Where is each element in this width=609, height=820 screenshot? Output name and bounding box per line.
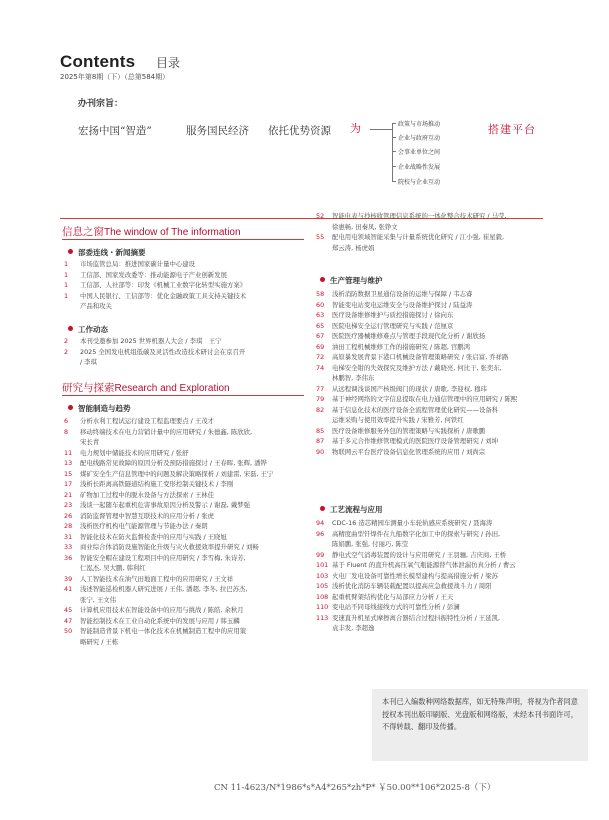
aim-label: 办刊宗旨： [78,99,124,109]
subsection-smart [68,403,131,414]
toc-page-number: 108 [316,592,329,601]
toc-title: 陈娟鹏, 张强, 付丽巧, 陈莹 [332,540,409,548]
toc-title: 医院电梯安全运行管理研究与实践 / 范厘京 [332,321,454,330]
toc-page-number: 13 [64,459,73,467]
contents-title: Contents [60,52,136,71]
toc-title: 产品和攻关 [80,302,112,310]
toc-title: 静电式空气消毒装置的设计与应用研究 / 王羽骊, 吉庆商, 王桥 [332,550,507,559]
toc-page-number: 113 [316,613,329,622]
toc-title: 医疗设备维修维护与质控措施探讨 / 徐向东 [332,311,454,319]
toc-page-number: 52 [316,212,325,220]
toc-page-number: 90 [316,447,325,456]
toc-page-number: 67 [316,332,325,340]
branch-item: 企业与政府互动 [398,135,441,142]
section-research-cn: 研究与探索 [62,382,115,394]
toc-title: 基于信息化技术的医疗设备全流程管理优化研究——设备科 [332,405,499,414]
toc-title: 移动终端技术在电力营销计量中的应用研究 / 朱德鑫, 陈欣欣, [80,427,253,436]
branch-tick [392,181,396,182]
issue-info: 2025年第8期（下）（总第584期） [60,73,170,81]
toc-page-number: 1 [64,260,69,268]
toc-title: 市场监管总局：推进国家碳计量中心建设 [80,260,196,268]
toc-page-number: 36 [64,553,73,562]
toc-page-number: 99 [316,550,325,559]
toc-page-number: 17 [64,480,73,488]
toc-title: 宋长青 [80,438,100,446]
toc-page-number: 69 [316,342,325,351]
toc-page-number: 101 [316,561,329,569]
toc-title: 计算机应用技术在智能设备中的应用与挑战 / 陈皓, 余秋月 [80,606,244,614]
subsection-work-label: 工作动态 [78,325,108,334]
toc-title: 高精度曲型钎焊件在九船数字化加工中的探索与研究 / 孙田, [332,529,501,538]
toc-page-number: 60 [316,300,325,309]
slogan-part-3: 依托优势资源 [268,125,331,137]
toc-title: 郑云涛, 杨虎娟 [332,243,375,252]
toc-page-number: 74 [316,363,325,372]
branch-item: 院校与企业互动 [398,179,441,186]
toc-page-number: 21 [64,490,73,499]
toc-page-number: 65 [316,321,325,330]
section-research-en: Research and Exploration [114,383,230,394]
toc-title: 运维采购与使用效率提升实践 / 宋雅芳, 何铁红 [332,416,464,424]
slogan-part-2: 服务国民经济 [186,125,249,137]
copyright-notice: 本刊已入编数种网络数据库，如无特殊声明，将视为作者同意授权本刊出版印刷版、光盘版和网络版，未经本刊书面许可，不得转载、翻印及传播。 [372,689,588,761]
branch-tick [392,123,396,124]
toc-title: 徐惠畅, 田秦凤, 张铮文 [332,222,398,231]
toc-title: 起重机臂架结构优化与局部应力分析 / 王天 [332,592,454,601]
branch-item: 会事业单位之间 [398,149,441,156]
branch-item: 政策与市场推动 [398,121,441,128]
toc-page-number: 26 [64,511,73,520]
branch-connector [370,129,392,130]
toc-title: 变速直升机星式摩擦离合器结合过程抖振特性分析 / 王延凯, [332,613,501,622]
toc-page-number: 58 [316,290,325,298]
toc-title: 人工智能技术在油气田地面工程中的应用研究 / 王文祥 [80,574,234,583]
toc-page-number: 33 [64,543,73,551]
toc-title: 物联网云平台医疗设备信息化管理系统的应用 / 刘尚宗 [332,447,486,456]
toc-page-number: 82 [316,405,325,414]
toc-title: 智能电表与抄核收管理信息系统的一体化整合技术研究 / 马莹, [332,212,507,220]
toc-title: 张宁, 王文伟 [80,595,117,604]
list-work [64,336,304,366]
branch-tick [392,137,396,138]
toc-title: 配电用电领域智能采集与计量系统优化研究 / 江小强, 崔星毅, [332,233,505,241]
toc-page-number: 6 [64,417,69,425]
toc-page-number: 103 [316,571,329,580]
toc-title: 工信部、国家发改委等：推动能源电子产业创新发展 [80,270,227,279]
toc-page-number: 45 [64,606,73,614]
list-prod [316,289,586,499]
bullet-icon [68,326,73,331]
bullet-icon [320,277,325,282]
toc-title: 医疗设备维修服务外包的管理策略与实践探析 / 唐歌鹏 [332,426,486,435]
subsection-proc [320,504,383,515]
toc-page-number: 1 [64,281,69,289]
toc-title: 智能安全帽在建设工程项目中的应用研究 / 李雪梅, 朱诗芳, [80,553,246,562]
list-dept [64,259,304,319]
toc-page-number: 15 [64,469,73,478]
list-right-top [316,211,586,261]
toc-page-number: 1 [64,270,69,279]
toc-title: 电力规划中储能技术的应用研究 / 张舒 [80,448,189,457]
toc-page-number: 11 [64,448,73,457]
toc-title: 电梯安全钳的失效探究及维护方法 / 戴晓亮, 何比干, 张奕东, [332,363,502,372]
toc-page-number: 1 [64,291,69,300]
toc-page-number: 2 [64,347,69,356]
toc-page-number: 50 [64,627,73,635]
toc-page-number: 72 [316,353,325,361]
branch-item: 企业战略性发展 [398,164,441,171]
toc-title: 医院医疗器械维修难点与管理手段现代化分析 / 谢欣扬 [332,332,486,340]
toc-title: 浅述智能巡检机器人研究进展 / 王伟, 潘超, 李冬, 拉巴苏杰, [80,585,248,593]
subsection-smart-label: 智能制造与趋势 [78,404,131,413]
bullet-icon [68,405,73,410]
branch-vertical [392,123,393,181]
subsection-proc-label: 工艺流程与应用 [330,505,383,514]
toc-title: 矿物加工过程中的脱水设备与方法探索 / 王林佳 [80,490,215,499]
subsection-dept-label: 部委连线・新闻摘要 [78,248,146,257]
subsection-dept [68,247,146,258]
toc-title: 商业综合体消防设施智能化升级与灾火救援效率提升研究 / 刘畅 [80,543,259,551]
toc-title: 浅析消防数据卫星通信设备的运维与保障 / 韦志睿 [332,290,473,298]
bullet-icon [68,249,73,254]
toc-page-number: 55 [316,233,325,241]
toc-title: 高原暴发展背景下港口机械设备管理策略研究 / 张启富, 乔祥路 [332,353,509,361]
toc-title: 基于神经网络的文字信息提取在电力通信管理中的应用研究 / 陈熙 [332,395,518,403]
toc-title: 消防监督管理中智慧互联技术的应用分析 / 张虎 [80,511,215,520]
list-proc [316,518,586,638]
toc-title: 略研究 / 王栋 [80,637,119,646]
toc-title: 工信部、人社部等：印发《机械工业数字化转型实施方案》 [80,281,247,289]
toc-title: CDC-16 造芯精园车测量小车轮轨感应系统研究 / 聂海涛 [332,519,493,527]
subsection-work [68,324,108,335]
toc-page-number: 87 [316,437,325,445]
toc-title: 变电站不同母线接线方式的可靠性分析 / 彭澜 [332,603,460,611]
slogan-part-1: 宏扬中国“智造” [78,125,152,137]
bullet-icon [320,506,325,511]
toc-title: 分析水利工程试运行建设工程监理要点 / 王茂才 [80,417,215,425]
toc-title: 浅析优化消防车辆装载配置以提高应急救援战斗力 / 周阳 [332,582,492,590]
toc-title: 2025 全国发电机组低碳及灵活性改造技术研讨会在京召开 [80,347,246,356]
slogan-wei: 为 [350,122,361,135]
toc-title: 浅谈一起随车起重机危害事故原因分析及警示 / 谢磊, 戴梦强 [80,501,251,509]
branch-tick [392,151,396,152]
toc-title: 智能变电站变电运维安全与设备维护探讨 / 陆益涛 [332,300,473,309]
section-info-cn: 信息之窗 [62,226,104,238]
toc-page-number: 96 [316,529,325,538]
toc-title: 浅析长距离高铁隧道结构施工变形控制关键技术 / 李刚 [80,480,234,488]
toc-page-number: 79 [316,395,325,403]
toc-page-number: 105 [316,582,329,590]
toc-title: 智能制造背景下机电一体化技术在机械制造工程中的应用策 [80,627,247,635]
toc-page-number: 8 [64,427,69,436]
toc-title: / 李琪 [80,358,97,366]
toc-title: 智能化技术在防火监督检查中的应用与实践 / 王晓旭 [80,532,227,541]
toc-page-number: 2 [64,337,69,345]
toc-page-number: 28 [64,522,73,530]
toc-title: 从远程调浅谈国产核级阀门的现状 / 唐歌, 李迎权, 穆玮 [332,384,487,393]
toc-page-number: 23 [64,501,73,509]
subsection-prod [320,275,383,286]
contents-title-cn: 目录 [156,56,181,70]
toc-page-number: 77 [316,384,325,393]
toc-title: 本刊受邀参加 2025 世界机器人大会 / 李琪 王宁 [80,337,222,345]
toc-page-number: 85 [316,426,325,435]
toc-title: 浅析医疗机构电气能源管理与节能办法 / 秦朗 [80,522,208,530]
branch-tick [392,166,396,167]
toc-page-number: 63 [316,311,325,319]
cn-number: CN 11-4623/N*1986*s*A4*265*zh*P* ￥50.00**106*2025-8（下） [214,783,496,793]
toc-title: 油田工程机械维修工作的措施研究 / 陈超, 官鹏鸿 [332,342,471,351]
toc-page-number: 94 [316,519,325,527]
toc-page-number: 110 [316,603,329,611]
toc-title: 煤矿安全生产信息管理中的问题及解决策略探析 / 刘建雷, 宋磊, 王宁 [80,469,274,478]
section-underline [62,395,304,396]
toc-title: 仁泓杰, 吴大鹏, 韩利红 [80,564,146,572]
toc-title: 火电厂发电设备可靠性增长模型建构与提高措施分析 / 梁苏 [332,571,498,580]
section-research [62,380,230,395]
toc-page-number: 31 [64,532,73,541]
toc-page-number: 47 [64,616,73,625]
toc-title: 基于 Fluent 的直升机高压氧气瓶能源替气体泄漏仿真分析 / 曹云 [332,561,516,569]
section-underline [62,239,304,240]
toc-title: 配电线路常见故障的原因分析及预防措施探讨 / 王春晖, 张辉, 潘铧 [80,459,267,467]
list-smart [64,416,306,746]
toc-title: 袁丰发, 李超逸 [332,624,375,632]
toc-page-number: 41 [64,585,73,593]
section-info-en: The window of The information [104,227,241,238]
toc-page-number: 39 [64,574,73,583]
subsection-prod-label: 生产管理与维护 [330,276,383,285]
slogan-build-platform: 搭建平台 [488,123,536,136]
toc-title: 基于多元合作维修管理模式的医院医疗设备管理研究 / 刘坤 [332,437,498,445]
toc-title: 智能控制技术在工业自动化系统中的发展与应用 / 韩玉麟 [80,616,240,625]
toc-title: 林鹏智, 李伟东 [332,374,375,382]
toc-title: 中国人民银行、工信部等：优化金融政策工具支持关键技术 [80,291,247,300]
section-info [62,224,241,239]
